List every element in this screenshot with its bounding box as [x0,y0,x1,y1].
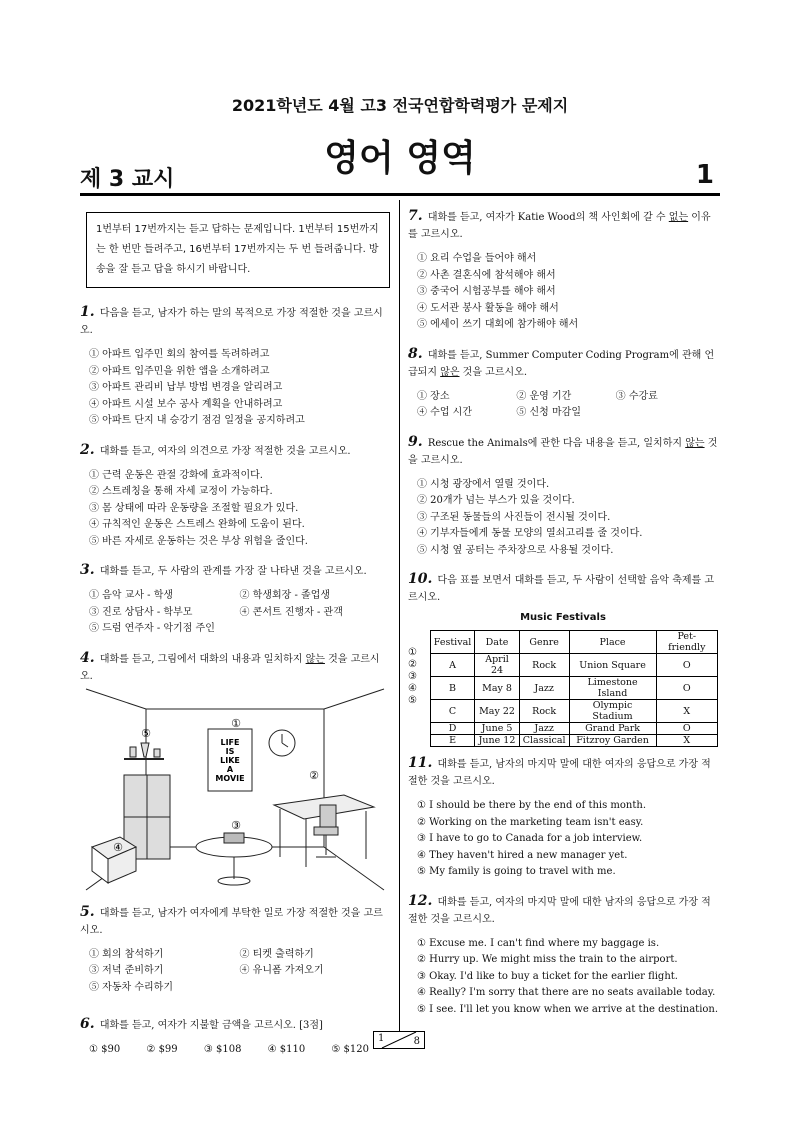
option-4[interactable]: ④ 유니폼 가져오기 [239,965,324,976]
option-3[interactable]: ③ $108 [203,1044,242,1055]
table-cell: May 8 [475,677,519,700]
row-markers [408,630,430,707]
underlined-word: 없는 [668,212,689,223]
question-11 [408,755,718,881]
question-number: 4. [80,649,95,666]
table-cell: June 5 [475,723,519,735]
option-3[interactable]: ③ Okay. I'd like to buy a ticket for the earlier flight. [417,970,678,982]
option-5[interactable]: ⑤ 자동차 수리하기 [89,981,173,993]
column-header: Place [569,631,656,654]
option-4[interactable]: ④ 기부자들에게 동물 모양의 열쇠고리를 줄 것이다. [417,528,643,539]
poster-line: LIFE [220,737,240,747]
marker-5: ⑤ [141,726,151,740]
question-number: 2. [80,441,95,458]
question-number: 1. [80,304,95,320]
table-cell: Rock [519,654,569,677]
question-stem: 대화를 듣고, 남자가 여자에게 부탁한 일로 가장 적절한 것을 고르시오. [80,907,383,936]
option-1[interactable]: ① 장소 [417,390,450,402]
underlined-word: 않은 [440,366,460,378]
option-3[interactable]: ③ 저녁 준비하기 [89,965,164,976]
option-2[interactable]: ② 학생회장 - 졸업생 [239,590,331,601]
option-1[interactable]: ① 근력 운동은 관절 강화에 효과적이다. [89,469,263,481]
marker-2: ② [309,768,319,782]
option-4[interactable]: ④ $110 [267,1044,306,1055]
option-3[interactable]: ③ 진로 상담사 - 학부모 [89,606,193,618]
row-marker[interactable]: ③ [408,671,417,682]
table-cell: O [656,677,717,700]
table-cell: D [430,723,475,735]
page-footer [373,1031,425,1049]
option-1[interactable]: ① Excuse me. I can't find where my baggage is. [417,937,660,949]
option-3[interactable]: ③ 중국어 시험공부를 해야 해서 [417,286,556,297]
option-2[interactable]: ② Hurry up. We might miss the train to the airport. [417,954,678,965]
option-2[interactable]: ② Working on the marketing team isn't easy. [417,816,644,828]
poster-line: LIKE [220,755,240,765]
option-1[interactable]: ① 시청 광장에서 열릴 것이다. [417,478,550,490]
option-1[interactable]: ① 요리 수업을 들어야 해서 [417,253,537,264]
column-header: Festival [430,631,475,654]
question-stem: 다음을 듣고, 남자가 하는 말의 목적으로 가장 적절한 것을 고르시오. [80,308,383,336]
option-1[interactable]: ① I should be there by the end of this month. [417,800,647,811]
table-row [430,735,717,747]
question-stem-end: 것을 고르시오. [80,653,380,682]
question-stem: 대화를 듣고, Summer Computer Coding Program에 관해 언급되지 [408,349,715,378]
question-5 [80,904,390,997]
option-1[interactable]: ① 음악 교사 - 학생 [89,590,174,601]
question-number: 3. [80,562,95,578]
options [89,347,390,430]
option-2[interactable]: ② $99 [146,1044,178,1055]
question-stem: Rescue the Animals에 관한 다음 내용을 듣고, 일치하지 [427,437,686,449]
page-number: 1 [695,160,714,190]
question-9 [408,434,718,560]
option-1[interactable]: ① 아파트 입주민 회의 참여를 독려하려고 [89,349,270,360]
table-cell: B [430,677,475,700]
header-rule [80,193,720,196]
option-3[interactable]: ③ 몸 상태에 따라 운동량을 조절할 필요가 있다. [89,502,299,514]
left-column [80,200,390,1071]
options [89,468,390,551]
options [89,947,390,997]
options [417,251,718,334]
table-cell: A [430,654,475,677]
option-5[interactable]: ⑤ 시청 옆 공터는 주차장으로 사용될 것이다. [417,544,614,556]
option-4[interactable]: ④ 콘서트 진행자 - 관객 [239,606,343,618]
option-2[interactable]: ② 티켓 출력하기 [239,948,314,960]
right-column [408,200,718,1018]
question-number: 7. [408,208,423,224]
option-5[interactable]: ⑤ 드럼 연주자 - 악기점 주인 [89,623,215,634]
question-stem: 대화를 듣고, 그림에서 대화의 내용과 일치하지 [99,653,306,665]
table-cell: April 24 [475,654,519,677]
footer-page: 1 [378,1033,385,1044]
exam-title: 2021학년도 4월 고3 전국연합학력평가 문제지 [231,96,569,115]
table-cell: O [656,654,717,677]
row-marker[interactable]: ⑤ [408,695,417,706]
option-5[interactable]: ⑤ I see. I'll let you know when we arrive at the destination. [417,1003,719,1015]
option-5[interactable]: ⑤ My family is going to travel with me. [417,866,616,877]
underlined-word: 않는 [685,437,705,449]
column-header: Date [475,631,519,654]
question-number: 8. [408,345,423,362]
poster-line: A [226,764,234,774]
table-row [430,723,717,735]
question-stem: 다음 표를 보면서 대화를 듣고, 두 사람이 선택할 음악 축제를 고르시오. [408,575,715,603]
table-cell: Grand Park [569,723,656,735]
option-5[interactable]: ⑤ 바른 자세로 운동하는 것은 부상 위험을 줄인다. [89,535,308,547]
table-cell: O [656,723,717,735]
option-2[interactable]: ② 20개가 넘는 부스가 있을 것이다. [417,495,575,506]
table-cell: May 22 [475,700,519,723]
option-5[interactable]: ⑤ 에세이 쓰기 대회에 참가해야 해서 [417,319,579,330]
option-1[interactable]: ① $90 [89,1044,121,1055]
table-title: Music Festivals [520,612,606,623]
question-stem-end: 것을 고르시오. [459,366,527,378]
option-1[interactable]: ① 회의 참석하기 [89,948,164,960]
table-cell: June 12 [475,735,519,747]
poster-line: IS [225,746,235,756]
row-marker[interactable]: ④ [408,683,417,694]
question-stem: 대화를 듣고, 여자의 마지막 말에 대한 남자의 응답으로 가장 적절한 것을 고르시오. [408,896,711,925]
question-4 [80,650,390,892]
column-divider [399,200,400,1032]
option-4[interactable]: ④ 도서관 봉사 활동을 해야 해서 [417,302,559,314]
question-stem: 대화를 듣고, 남자의 마지막 말에 대한 여자의 응답으로 가장 적절한 것을 고르시오. [408,759,711,787]
option-3[interactable]: ③ 수강료 [615,390,658,402]
question-stem-end: 이유를 고르시오. [408,212,711,240]
table-row [430,677,717,700]
subject-title: 영어 영역 [324,138,476,179]
option-5[interactable]: ⑤ 신청 마감일 [516,407,581,418]
option-2[interactable]: ② 운영 기간 [516,390,572,402]
option-4[interactable]: ④ 수업 시간 [417,407,472,418]
option-3[interactable]: ③ 아파트 관리비 납부 방법 변경을 알리려고 [89,382,283,393]
table-row [430,654,717,677]
question-number: 10. [408,571,433,587]
question-1 [80,304,390,430]
footer-total: 8 [413,1036,420,1047]
table-cell: Jazz [519,723,569,735]
listening-notice: 1번부터 17번까지는 듣고 답하는 문제입니다. 1번부터 15번까지는 한 번만 들려주고, 16번부터 17번까지는 두 번 들려줍니다. 방송을 잘 듣고 답을 하시기 바랍니다. [86,212,390,288]
marker-3: ③ [231,818,241,832]
row-marker[interactable]: ② [408,659,417,670]
question-7 [408,208,718,334]
table-cell: Jazz [519,677,569,700]
row-marker[interactable]: ① [408,647,417,658]
question-10 [408,571,718,747]
question-stem: 대화를 듣고, 두 사람의 관계를 가장 잘 나타낸 것을 고르시오. [99,566,367,577]
table-cell: Rock [519,700,569,723]
option-4[interactable]: ④ 규칙적인 운동은 스트레스 완화에 도움이 된다. [89,519,305,530]
table-cell: Classical [519,735,569,747]
column-header: Genre [519,631,569,654]
option-4[interactable]: ④ 아파트 시설 보수 공사 계획을 안내하려고 [89,398,283,410]
table-cell: Union Square [569,654,656,677]
table-cell: X [656,700,717,723]
question-stem: 대화를 듣고, 여자의 의견으로 가장 적절한 것을 고르시오. [99,445,351,457]
festival-table-wrap [408,630,718,747]
festival-table [430,630,718,747]
options [417,477,718,560]
option-2[interactable]: ② 스트레칭을 통해 자세 교정이 가능하다. [89,486,273,497]
marker-4: ④ [113,840,123,854]
options [417,798,718,881]
question-8 [408,346,718,422]
table-row [430,700,717,723]
question-number: 11. [408,755,433,771]
underlined-word: 않는 [305,653,325,665]
table-cell: Limestone Island [569,677,656,700]
option-3[interactable]: ③ I have to go to Canada for a job interview. [417,833,643,844]
option-2[interactable]: ② 아파트 입주민을 위한 앱을 소개하려고 [89,365,270,377]
options [417,389,718,422]
room-illustration [84,687,386,892]
poster-line: MOVIE [215,773,245,783]
column-header: Pet-friendly [656,631,717,654]
option-5[interactable]: ⑤ $120 [331,1044,369,1055]
question-6 [80,1016,390,1059]
period-label: 제 3 교시 [80,167,175,192]
question-3 [80,562,390,638]
options [89,1042,390,1059]
table-cell: X [656,735,717,747]
table-cell: Fitzroy Garden [569,735,656,747]
marker-1: ① [231,716,241,730]
table-cell: Olympic Stadium [569,700,656,723]
question-number: 9. [408,433,423,450]
question-12 [408,893,718,1019]
option-3[interactable]: ③ 구조된 동물들의 사진들이 전시될 것이다. [417,511,611,523]
option-4[interactable]: ④ They haven't hired a new manager yet. [417,849,628,861]
table-cell: C [430,700,475,723]
table-cell: E [430,735,475,747]
option-5[interactable]: ⑤ 아파트 단지 내 승강기 점검 일정을 공지하려고 [89,415,305,426]
question-stem: 대화를 듣고, 여자가 지불할 금액을 고르시오. [3점] [99,1020,323,1031]
question-number: 5. [80,903,95,920]
options [417,936,718,1019]
question-2 [80,442,390,551]
option-2[interactable]: ② 사촌 결혼식에 참석해야 해서 [417,269,556,281]
question-stem-end: 것을 고르시오. [408,437,718,466]
option-4[interactable]: ④ Really? I'm sorry that there are no seats available today. [417,987,716,998]
question-stem: 대화를 듣고, 여자가 Katie Wood의 책 사인회에 갈 수 [427,212,669,223]
table-header-row [430,631,717,654]
question-number: 12. [408,892,433,909]
options [89,588,390,638]
question-number: 6. [80,1016,95,1032]
